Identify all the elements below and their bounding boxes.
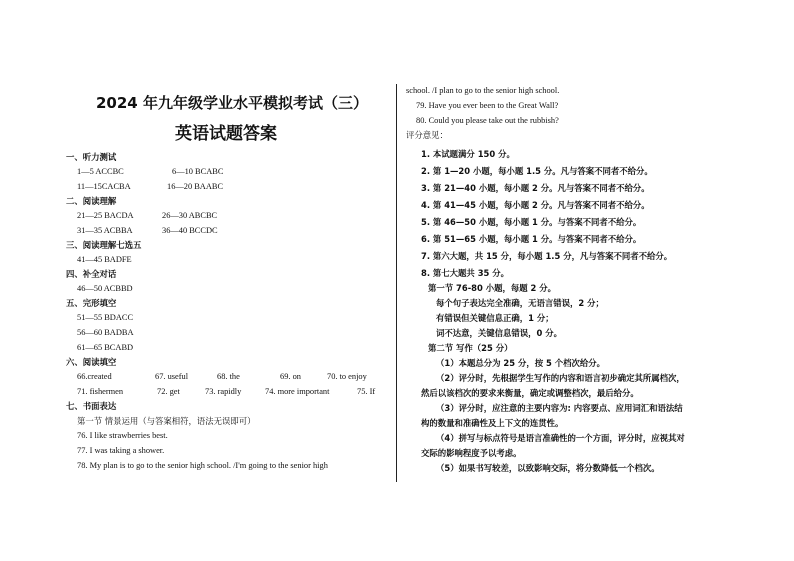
section-dialogue: 四、补全对话 (66, 269, 117, 279)
section-writing: 七、书面表达 (66, 401, 117, 411)
answer-77: 77. I was taking a shower. (77, 446, 165, 455)
scoring-rule-2: 2. 第 1—20 小题，每小题 1.5 分。凡与答案不同者不给分。 (421, 166, 653, 176)
answer-46-50: 46—50 ACBBD (77, 284, 133, 293)
answer-key-title: 英语试题答案 (175, 124, 277, 144)
answer-72: 72. get (157, 387, 180, 396)
answer-74: 74. more important (265, 387, 330, 396)
section-cloze: 五、完形填空 (66, 298, 117, 308)
section-fill-in: 六、阅读填空 (66, 357, 117, 367)
scoring-heading: 评分意见： (406, 130, 448, 140)
writing-rule-3: （3）评分时，应注意的主要内容为: 内容要点、应用词汇和语法结 (436, 403, 683, 413)
answer-26-30: 26—30 ABCBC (162, 211, 218, 220)
answer-41-45: 41—45 BADFE (77, 255, 132, 264)
writing-rule-5: （5）如果书写较差，以致影响交际，将分数降低一个档次。 (436, 463, 660, 473)
answer-31-35: 31—35 ACBBA (77, 226, 133, 235)
writing-rule-2-continued: 然后以该档次的要求来衡量，确定或调整档次，最后给分。 (421, 388, 639, 398)
answer-56-60: 56—60 BADBA (77, 328, 134, 337)
answer-51-55: 51—55 BDACC (77, 313, 134, 322)
answer-11-15: 11—15CACBA (77, 182, 131, 191)
answer-16-20: 16—20 BAABC (167, 182, 224, 191)
writing-rule-4-continued: 交际的影响程度予以考虑。 (421, 448, 522, 458)
answer-6-10: 6—10 BCABC (172, 167, 224, 176)
answer-76: 76. I like strawberries best. (77, 431, 168, 440)
answer-66: 66.created (77, 372, 112, 381)
answer-36-40: 36—40 BCCDC (162, 226, 218, 235)
scoring-rule-1: 1. 本试题满分 150 分。 (421, 149, 515, 159)
writing-rule-1: （1）本题总分为 25 分，按 5 个档次给分。 (436, 358, 605, 368)
scoring-rule-8: 8. 第七大题共 35 分。 (421, 268, 510, 278)
writing-part2-heading: 第二节 写作（25 分） (428, 343, 513, 353)
scoring-rule-5: 5. 第 46—50 小题，每小题 1 分。与答案不同者不给分。 (421, 217, 642, 227)
writing-rule-3-continued: 构的数量和准确性及上下文的连贯性。 (421, 418, 564, 428)
section-listening: 一、听力测试 (66, 152, 117, 162)
writing-rule-4: （4）拼写与标点符号是语言准确性的一个方面，评分时，应视其对 (436, 433, 685, 443)
answer-68: 68. the (217, 372, 240, 381)
scoring-rule-6: 6. 第 51—65 小题，每小题 1 分。与答案不同者不给分。 (421, 234, 642, 244)
part1-score-2: 每个句子表达完全准确，无语言错误，2 分； (436, 298, 604, 308)
answer-69: 69. on (280, 372, 301, 381)
writing-part1-rule: 第一节 76-80 小题，每题 2 分。 (428, 283, 557, 293)
scoring-rule-7: 7. 第六大题，共 15 分，每小题 1.5 分，凡与答案不同者不给分。 (421, 251, 673, 261)
scoring-rule-3: 3. 第 21—40 小题，每小题 2 分。凡与答案不同者不给分。 (421, 183, 650, 193)
scoring-rule-4: 4. 第 41—45 小题，每小题 2 分。凡与答案不同者不给分。 (421, 200, 650, 210)
answer-78-continued: school. /I plan to go to the senior high school. (406, 86, 560, 95)
answer-61-65: 61—65 BCABD (77, 343, 134, 352)
answer-1-5: 1—5 ACCBC (77, 167, 124, 176)
exam-title: 2024 年九年级学业水平模拟考试（三） (96, 94, 368, 112)
column-divider (396, 84, 397, 482)
part1-score-0: 词不达意，关键信息错误，0 分。 (436, 328, 562, 338)
answer-21-25: 21—25 BACDA (77, 211, 134, 220)
answer-70: 70. to enjoy (327, 372, 367, 381)
answer-79: 79. Have you ever been to the Great Wall? (416, 101, 559, 110)
section-reading-seven: 三、阅读理解七选五 (66, 240, 142, 250)
answer-67: 67. useful (155, 372, 189, 381)
section-reading: 二、阅读理解 (66, 196, 117, 206)
answer-78: 78. My plan is to go to the senior high school. /I'm going to the senior high (77, 461, 328, 470)
answer-71: 71. fishermen (77, 387, 124, 396)
writing-rule-2: （2）评分时，先根据学生写作的内容和语言初步确定其所属档次， (436, 373, 685, 383)
answer-75: 75. If (357, 387, 376, 396)
answer-73: 73. rapidly (205, 387, 242, 396)
writing-part1-heading: 第一节 情景运用（与答案相符，语法无误即可） (77, 416, 256, 426)
part1-score-1: 有错误但关键信息正确，1 分； (436, 313, 554, 323)
answer-80: 80. Could you please take out the rubbish? (416, 116, 559, 125)
